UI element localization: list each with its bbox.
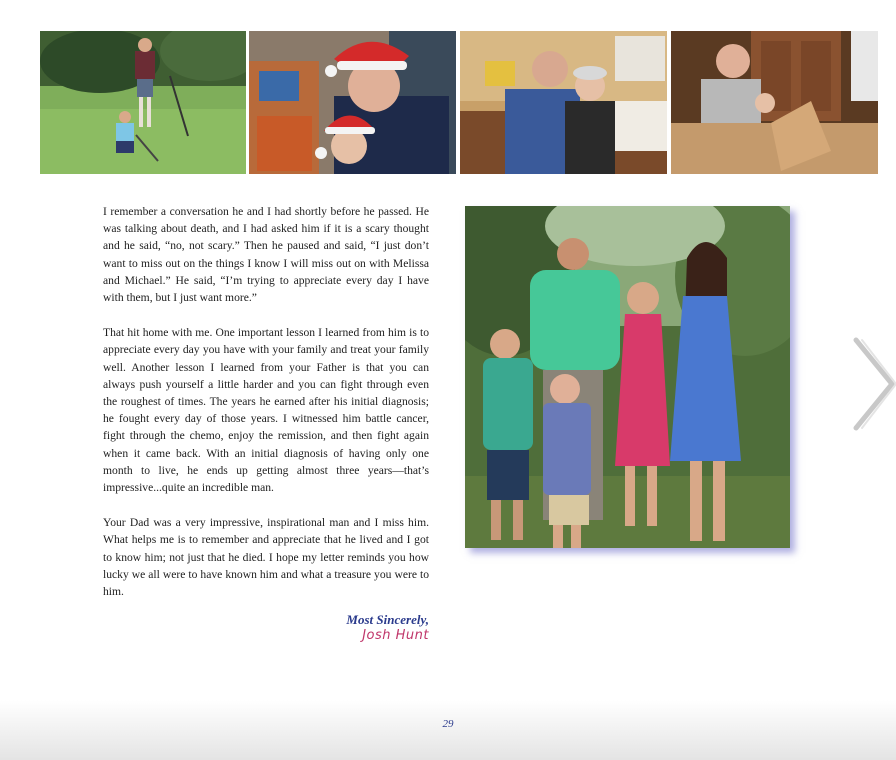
signature: Josh Hunt bbox=[362, 628, 429, 643]
closing-salutation: Most Sincerely, bbox=[346, 612, 429, 627]
photo-strip bbox=[40, 31, 878, 174]
office-photo bbox=[460, 31, 667, 174]
box-photo bbox=[671, 31, 878, 174]
christmas-photo bbox=[249, 31, 456, 174]
golf-photo bbox=[40, 31, 246, 174]
next-page-button[interactable] bbox=[848, 336, 896, 432]
family-photo bbox=[465, 206, 790, 548]
letter-closing bbox=[300, 612, 429, 644]
letter-body bbox=[103, 203, 429, 618]
letter-paragraph-2: That hit home with me. One important lesson I learned from him is to appreciate every day you have with your family and treat your family well. Another lesson I learned from your Father is that you can always push yourself a little harder and you can fight through even the roughest of times. The years he earned after his initial diagnosis; he fought every day of those years. I witnessed him battle cancer, fight through the chemo, enjoy the remission, and then fight again when it came back. With an initial diagnosis of having only one month to live, he ends up getting almost three years—that’s impressive...quite an incredible man. bbox=[103, 326, 429, 495]
page-footer-shade bbox=[0, 700, 896, 760]
chevron-right-icon bbox=[848, 336, 896, 432]
letter-paragraph-3: Your Dad was a very impressive, inspirational man and I miss him. What helps me is to remember and appreciate that he lived and I got to know him; not just that he died. I hope my letter reminds you how lucky we all were to have known him and what a treasure you were to him. bbox=[103, 516, 429, 599]
page-number: 29 bbox=[442, 718, 454, 730]
letter-paragraph-1: I remember a conversation he and I had shortly before he passed. He was talking about death, and I had asked him if it is a scary thought and he said, “no, not scary.” Then he paused and said, “I just don’t want to miss out on the things I know I will miss out on with Melissa and Michael.” He said, “I’m trying to appreciate every day I have with them, but I just want more.” bbox=[103, 205, 429, 305]
